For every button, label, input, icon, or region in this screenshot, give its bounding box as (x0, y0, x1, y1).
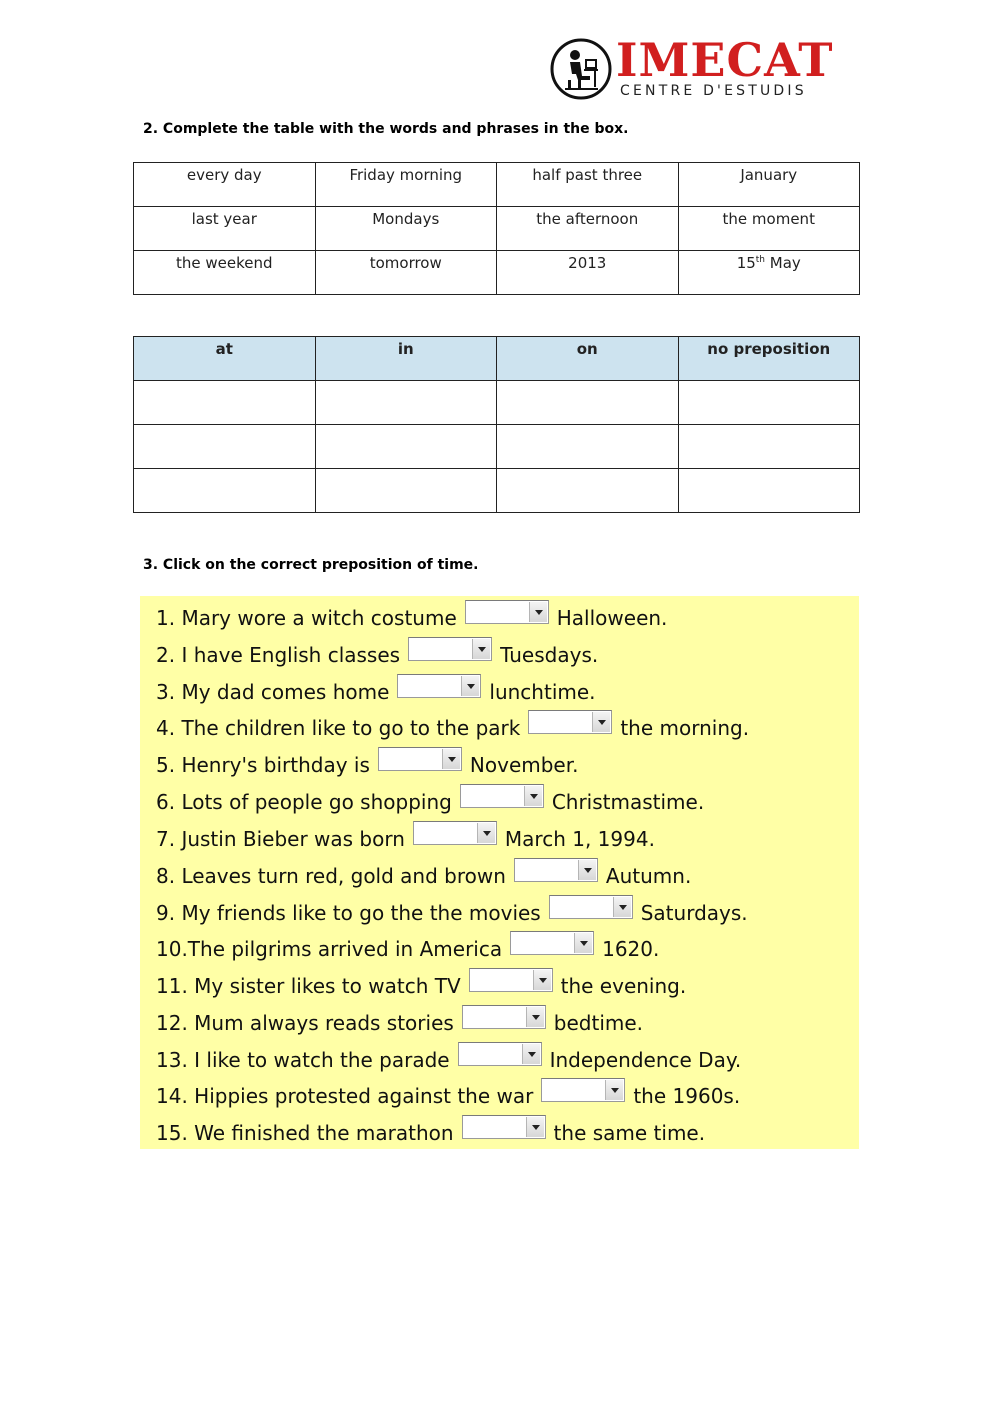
exercise-item: 8. Leaves turn red, gold and brown Autumn. (156, 859, 691, 893)
preposition-dropdown[interactable] (408, 637, 492, 661)
chevron-down-icon[interactable] (613, 897, 631, 917)
exercise-item: 7. Justin Bieber was born March 1, 1994. (156, 822, 655, 856)
section-2-heading: 2. Complete the table with the words and phrases in the box. (143, 121, 629, 137)
chevron-down-icon[interactable] (529, 602, 547, 622)
chevron-down-icon[interactable] (605, 1080, 623, 1100)
exercise-item: 1. Mary wore a witch costume Halloween. (156, 601, 667, 635)
preposition-dropdown[interactable] (460, 784, 544, 808)
preposition-dropdown[interactable] (413, 821, 497, 845)
chevron-down-icon[interactable] (477, 823, 495, 843)
exercise-item: 11. My sister likes to watch TV the evening. (156, 969, 686, 1003)
chevron-down-icon[interactable] (442, 749, 460, 769)
exercise-item: 6. Lots of people go shopping Christmastime. (156, 785, 704, 819)
chevron-down-icon[interactable] (592, 712, 610, 732)
logo-title: IMECAT (616, 33, 834, 87)
word-box-table (133, 162, 860, 295)
answer-cell[interactable] (315, 469, 497, 513)
answer-cell[interactable] (678, 469, 860, 513)
word-cell: January (678, 163, 860, 207)
answer-cell[interactable] (497, 425, 679, 469)
header-in: in (315, 337, 497, 381)
chevron-down-icon[interactable] (578, 860, 596, 880)
answer-cell[interactable] (497, 381, 679, 425)
word-cell: 15th May (678, 251, 860, 295)
chevron-down-icon[interactable] (472, 639, 490, 659)
word-cell: the afternoon (497, 207, 679, 251)
chevron-down-icon[interactable] (526, 1007, 544, 1027)
preposition-dropdown[interactable] (397, 674, 481, 698)
exercise-item: 15. We finished the marathon the same time. (156, 1116, 705, 1150)
word-cell: half past three (497, 163, 679, 207)
exercise-item: 10.The pilgrims arrived in America 1620. (156, 932, 659, 966)
preposition-dropdown[interactable] (549, 895, 633, 919)
exercise-item: 3. My dad comes home lunchtime. (156, 675, 596, 709)
chevron-down-icon[interactable] (461, 676, 479, 696)
answer-cell[interactable] (134, 469, 316, 513)
exercise-item: 12. Mum always reads stories bedtime. (156, 1006, 643, 1040)
word-cell: tomorrow (315, 251, 497, 295)
answer-cell[interactable] (678, 381, 860, 425)
preposition-dropdown[interactable] (462, 1005, 546, 1029)
word-cell: Friday morning (315, 163, 497, 207)
answer-cell[interactable] (134, 381, 316, 425)
section-3-heading: 3. Click on the correct preposition of time. (143, 557, 479, 573)
preposition-dropdown[interactable] (510, 931, 594, 955)
word-cell: the moment (678, 207, 860, 251)
logo-subtitle: CENTRE D'ESTUDIS (620, 83, 807, 99)
word-cell: 2013 (497, 251, 679, 295)
chevron-down-icon[interactable] (524, 786, 542, 806)
word-cell: last year (134, 207, 316, 251)
header-no-preposition: no preposition (678, 337, 860, 381)
exercise-item: 2. I have English classes Tuesdays. (156, 638, 598, 672)
preposition-dropdown[interactable] (528, 710, 612, 734)
preposition-dropdown[interactable] (458, 1042, 542, 1066)
exercise-item: 13. I like to watch the parade Independence Day. (156, 1043, 741, 1077)
answer-cell[interactable] (315, 425, 497, 469)
imecat-logo (550, 33, 860, 100)
answer-cell[interactable] (497, 469, 679, 513)
preposition-dropdown[interactable] (378, 747, 462, 771)
exercise-item: 14. Hippies protested against the war the 1960s. (156, 1079, 740, 1113)
word-cell: every day (134, 163, 316, 207)
preposition-dropdown[interactable] (462, 1115, 546, 1139)
person-at-desk-icon (550, 38, 612, 100)
header-at: at (134, 337, 316, 381)
preposition-dropdown[interactable] (541, 1078, 625, 1102)
answer-cell[interactable] (134, 425, 316, 469)
exercise-item: 5. Henry's birthday is November. (156, 748, 578, 782)
header-on: on (497, 337, 679, 381)
chevron-down-icon[interactable] (522, 1044, 540, 1064)
chevron-down-icon[interactable] (533, 970, 551, 990)
word-cell: Mondays (315, 207, 497, 251)
answer-cell[interactable] (315, 381, 497, 425)
exercise-item: 9. My friends like to go the the movies Saturdays. (156, 896, 748, 930)
preposition-dropdown[interactable] (469, 968, 553, 992)
chevron-down-icon[interactable] (526, 1117, 544, 1137)
chevron-down-icon[interactable] (574, 933, 592, 953)
exercise-item: 4. The children like to go to the park the morning. (156, 711, 749, 745)
answer-cell[interactable] (678, 425, 860, 469)
preposition-dropdown[interactable] (514, 858, 598, 882)
word-cell: the weekend (134, 251, 316, 295)
preposition-table (133, 336, 860, 513)
preposition-dropdown[interactable] (465, 600, 549, 624)
exercise-panel (140, 596, 859, 1149)
